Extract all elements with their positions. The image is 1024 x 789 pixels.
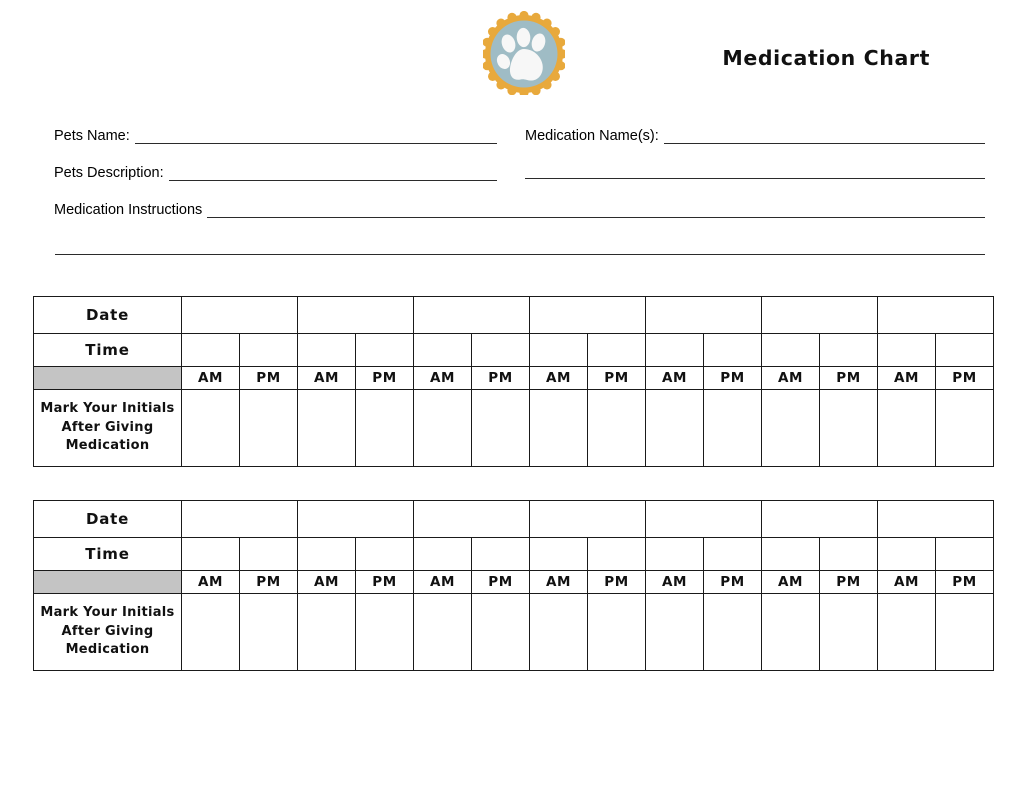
date-entry-cell[interactable] (414, 501, 530, 538)
initials-entry-cell[interactable] (704, 390, 762, 467)
ampm-header-cell: AM (530, 571, 588, 594)
date-entry-cell[interactable] (646, 501, 762, 538)
initials-entry-cell[interactable] (240, 594, 298, 671)
initials-entry-cell[interactable] (646, 390, 704, 467)
time-entry-cell[interactable] (182, 334, 240, 367)
medication-names-input-line[interactable] (664, 130, 985, 144)
ampm-header-cell: PM (820, 367, 878, 390)
initials-entry-cell[interactable] (414, 390, 472, 467)
ampm-header-cell: PM (704, 571, 762, 594)
medication-table-week-1 (33, 296, 994, 467)
initials-row (34, 390, 994, 467)
pet-info-form (0, 104, 1024, 284)
time-entry-cell[interactable] (878, 334, 936, 367)
initials-entry-cell[interactable] (588, 594, 646, 671)
date-entry-cell[interactable] (762, 297, 878, 334)
initials-entry-cell[interactable] (820, 390, 878, 467)
time-entry-cell[interactable] (704, 538, 762, 571)
initials-entry-cell[interactable] (530, 594, 588, 671)
ampm-header-cell: PM (820, 571, 878, 594)
time-entry-cell[interactable] (414, 334, 472, 367)
date-entry-cell[interactable] (530, 297, 646, 334)
page-header (0, 0, 1024, 104)
time-entry-cell[interactable] (878, 538, 936, 571)
time-row (34, 334, 994, 367)
ampm-row-shaded-spacer (34, 367, 182, 390)
initials-row-label: Mark Your Initials After Giving Medication (34, 594, 182, 671)
time-entry-cell[interactable] (356, 538, 414, 571)
initials-entry-cell[interactable] (240, 390, 298, 467)
date-entry-cell[interactable] (182, 297, 298, 334)
ampm-header-row (34, 571, 994, 594)
medication-table-week-2 (33, 500, 994, 671)
time-entry-cell[interactable] (588, 334, 646, 367)
ampm-header-cell: PM (588, 571, 646, 594)
ampm-header-cell: AM (878, 571, 936, 594)
initials-entry-cell[interactable] (820, 594, 878, 671)
time-entry-cell[interactable] (762, 334, 820, 367)
date-row-label: Date (34, 501, 182, 538)
pets-description-field[interactable] (54, 165, 497, 181)
date-entry-cell[interactable] (762, 501, 878, 538)
time-entry-cell[interactable] (820, 538, 878, 571)
ampm-header-cell: PM (472, 367, 530, 390)
ampm-header-cell: PM (588, 367, 646, 390)
pets-name-input-line[interactable] (135, 130, 497, 144)
medication-instructions-input-line-2[interactable] (55, 254, 985, 255)
time-entry-cell[interactable] (356, 334, 414, 367)
initials-entry-cell[interactable] (182, 390, 240, 467)
time-entry-cell[interactable] (936, 538, 994, 571)
ampm-header-cell: AM (878, 367, 936, 390)
ampm-header-cell: PM (704, 367, 762, 390)
time-entry-cell[interactable] (472, 538, 530, 571)
time-entry-cell[interactable] (820, 334, 878, 367)
date-entry-cell[interactable] (878, 501, 994, 538)
ampm-header-row (34, 367, 994, 390)
time-entry-cell[interactable] (182, 538, 240, 571)
initials-entry-cell[interactable] (762, 390, 820, 467)
ampm-header-cell: AM (530, 367, 588, 390)
time-entry-cell[interactable] (530, 334, 588, 367)
initials-entry-cell[interactable] (414, 594, 472, 671)
medication-instructions-input-line[interactable] (207, 204, 985, 218)
initials-row (34, 594, 994, 671)
ampm-header-cell: PM (936, 571, 994, 594)
initials-row-label: Mark Your Initials After Giving Medication (34, 390, 182, 467)
ampm-header-cell: AM (762, 571, 820, 594)
time-entry-cell[interactable] (646, 538, 704, 571)
date-entry-cell[interactable] (298, 501, 414, 538)
time-row-label: Time (34, 334, 182, 367)
initials-entry-cell[interactable] (936, 390, 994, 467)
pets-name-field[interactable] (54, 128, 497, 144)
medication-names-input-line-2[interactable] (525, 178, 985, 179)
initials-entry-cell[interactable] (704, 594, 762, 671)
ampm-header-cell: AM (298, 367, 356, 390)
medication-instructions-label: Medication Instructions (54, 202, 203, 218)
time-entry-cell[interactable] (762, 538, 820, 571)
time-entry-cell[interactable] (472, 334, 530, 367)
date-entry-cell[interactable] (182, 501, 298, 538)
initials-entry-cell[interactable] (878, 594, 936, 671)
page-title: Medication Chart (722, 46, 930, 70)
time-row (34, 538, 994, 571)
ampm-header-cell: AM (762, 367, 820, 390)
ampm-header-cell: PM (936, 367, 994, 390)
medication-instructions-field[interactable] (54, 202, 985, 218)
initials-entry-cell[interactable] (298, 390, 356, 467)
medication-names-field[interactable] (525, 128, 985, 144)
ampm-header-cell: AM (414, 571, 472, 594)
date-entry-cell[interactable] (878, 297, 994, 334)
initials-entry-cell[interactable] (356, 594, 414, 671)
ampm-row-shaded-spacer (34, 571, 182, 594)
ampm-header-cell: PM (240, 367, 298, 390)
time-entry-cell[interactable] (530, 538, 588, 571)
initials-entry-cell[interactable] (472, 390, 530, 467)
date-entry-cell[interactable] (414, 297, 530, 334)
date-entry-cell[interactable] (298, 297, 414, 334)
date-row (34, 297, 994, 334)
initials-entry-cell[interactable] (588, 390, 646, 467)
date-row (34, 501, 994, 538)
initials-entry-cell[interactable] (646, 594, 704, 671)
ampm-header-cell: AM (298, 571, 356, 594)
time-entry-cell[interactable] (588, 538, 646, 571)
date-entry-cell[interactable] (530, 501, 646, 538)
time-entry-cell[interactable] (414, 538, 472, 571)
pets-name-label: Pets Name: (54, 128, 130, 144)
ampm-header-cell: PM (472, 571, 530, 594)
ampm-header-cell: AM (646, 571, 704, 594)
ampm-header-cell: PM (356, 571, 414, 594)
initials-entry-cell[interactable] (356, 390, 414, 467)
time-entry-cell[interactable] (704, 334, 762, 367)
ampm-header-cell: PM (356, 367, 414, 390)
ampm-header-cell: PM (240, 571, 298, 594)
initials-entry-cell[interactable] (936, 594, 994, 671)
ampm-header-cell: AM (182, 367, 240, 390)
initials-entry-cell[interactable] (762, 594, 820, 671)
initials-entry-cell[interactable] (182, 594, 240, 671)
ampm-header-cell: AM (646, 367, 704, 390)
time-entry-cell[interactable] (240, 538, 298, 571)
date-entry-cell[interactable] (646, 297, 762, 334)
pets-description-label: Pets Description: (54, 165, 164, 181)
ampm-header-cell: AM (414, 367, 472, 390)
pets-description-input-line[interactable] (169, 167, 497, 181)
time-row-label: Time (34, 538, 182, 571)
ampm-header-cell: AM (182, 571, 240, 594)
initials-entry-cell[interactable] (530, 390, 588, 467)
initials-entry-cell[interactable] (298, 594, 356, 671)
medication-names-label: Medication Name(s): (525, 128, 659, 144)
initials-entry-cell[interactable] (878, 390, 936, 467)
paw-print-badge-icon (483, 11, 565, 95)
time-entry-cell[interactable] (298, 538, 356, 571)
time-entry-cell[interactable] (240, 334, 298, 367)
date-row-label: Date (34, 297, 182, 334)
time-entry-cell[interactable] (298, 334, 356, 367)
time-entry-cell[interactable] (646, 334, 704, 367)
initials-entry-cell[interactable] (472, 594, 530, 671)
time-entry-cell[interactable] (936, 334, 994, 367)
